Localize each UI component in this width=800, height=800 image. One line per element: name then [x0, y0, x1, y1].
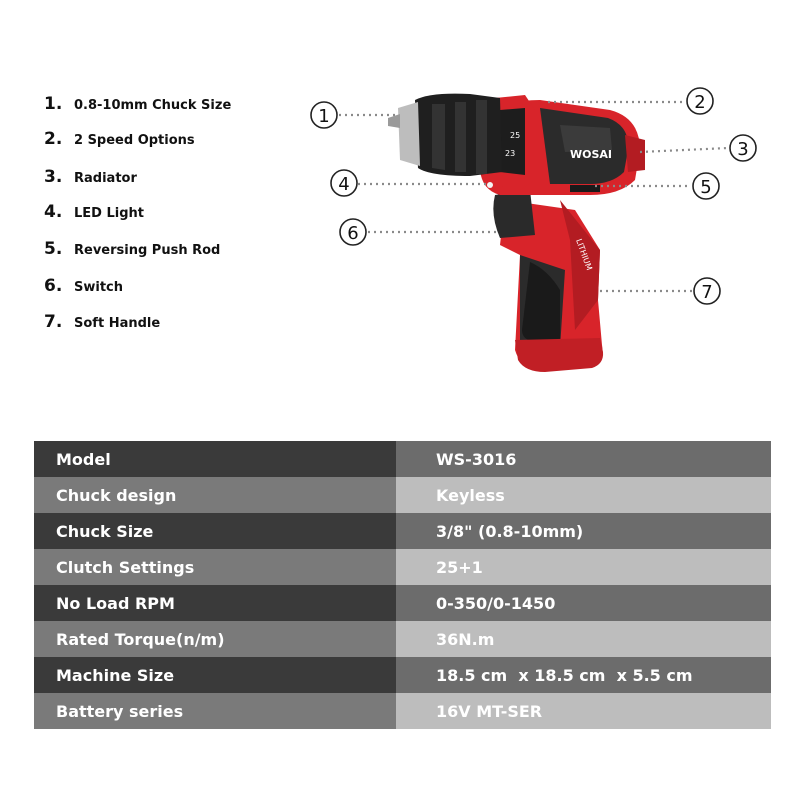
- spec-row: [34, 693, 771, 729]
- spec-row: [34, 657, 771, 693]
- spec-key: Rated Torque(n/m): [34, 621, 396, 657]
- spec-value: 18.5 cm x 18.5 cm x 5.5 cm: [396, 657, 771, 693]
- feature-label: 0.8-10mm Chuck Size: [74, 98, 232, 113]
- callout-number: 7: [701, 282, 713, 303]
- spec-key: Model: [34, 441, 396, 477]
- spec-row: [34, 621, 771, 657]
- spec-row: [34, 441, 771, 477]
- spec-row: [34, 585, 771, 621]
- feature-label: LED Light: [74, 206, 144, 221]
- spec-key: Machine Size: [34, 657, 396, 693]
- spec-key: Chuck Size: [34, 513, 396, 549]
- feature-number: 5.: [44, 239, 63, 259]
- spec-key: Chuck design: [34, 477, 396, 513]
- feature-label: 2 Speed Options: [74, 133, 195, 148]
- feature-label: Reversing Push Rod: [74, 243, 221, 258]
- callout-2: [687, 88, 713, 114]
- spec-value: WS-3016: [396, 441, 771, 477]
- spec-value: 3/8" (0.8-10mm): [396, 513, 771, 549]
- clutch-mark: 25: [510, 131, 521, 140]
- feature-number: 3.: [44, 167, 63, 187]
- brand-logo-text: WOSAI: [570, 148, 613, 161]
- callout-6: [340, 219, 366, 245]
- lithium-label: LITHIUM: [574, 237, 594, 272]
- feature-number: 4.: [44, 202, 63, 222]
- callout-5: [693, 173, 719, 199]
- callout-1: [311, 102, 337, 128]
- spec-key: No Load RPM: [34, 585, 396, 621]
- callout-number: 4: [338, 174, 350, 195]
- feature-number: 7.: [44, 312, 63, 332]
- callout-number: 6: [347, 223, 359, 244]
- callout-number: 3: [737, 139, 749, 160]
- spec-value: 0-350/0-1450: [396, 585, 771, 621]
- spec-key: Clutch Settings: [34, 549, 396, 585]
- feature-label: Switch: [74, 280, 124, 295]
- feature-number: 1.: [44, 94, 63, 114]
- spec-table: [34, 441, 771, 729]
- clutch-mark: 23: [505, 149, 516, 158]
- callout-number: 1: [318, 106, 330, 127]
- callout-number: 2: [694, 92, 706, 113]
- spec-row: [34, 477, 771, 513]
- spec-value: 25+1: [396, 549, 771, 585]
- spec-value: Keyless: [396, 477, 771, 513]
- callout-3: [730, 135, 756, 161]
- feature-number: 6.: [44, 276, 63, 296]
- spec-value: 16V MT-SER: [396, 693, 771, 729]
- feature-label: Soft Handle: [74, 316, 161, 331]
- callout-4: [331, 170, 357, 196]
- spec-row: [34, 549, 771, 585]
- spec-row: [34, 513, 771, 549]
- callout-7: [694, 278, 720, 304]
- feature-number: 2.: [44, 129, 63, 149]
- spec-key: Battery series: [34, 693, 396, 729]
- spec-value: 36N.m: [396, 621, 771, 657]
- callout-number: 5: [700, 177, 712, 198]
- feature-label: Radiator: [74, 171, 137, 186]
